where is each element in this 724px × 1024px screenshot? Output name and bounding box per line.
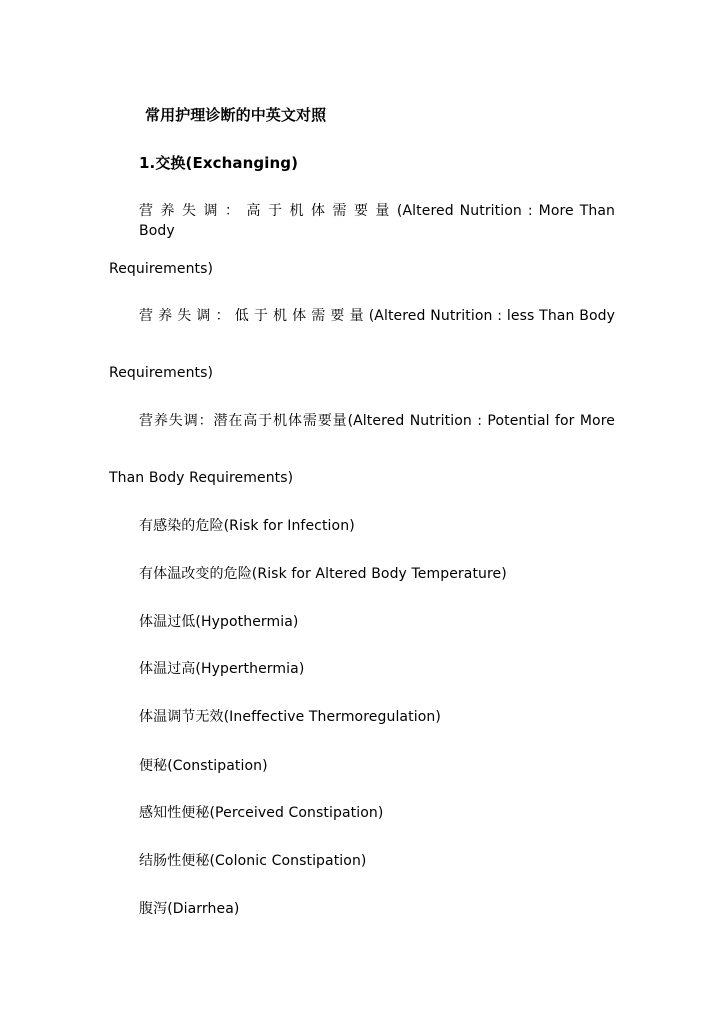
entry-text: 营养失调：潜在高于机体需要量(Altered Nutrition : Potential for More bbox=[139, 413, 615, 429]
entry-text: 营 养 失 调 ： 高 于 机 体 需 要 量 (Altered Nutrition : More Than Body bbox=[139, 203, 615, 239]
section-heading: 1.交换(Exchanging) bbox=[139, 154, 299, 172]
entry-text: 体温调节无效(Ineffective Thermoregulation) bbox=[139, 709, 441, 725]
entry-text: 体温过高(Hyperthermia) bbox=[139, 661, 305, 677]
entry-text: 有体温改变的危险(Risk for Altered Body Temperature) bbox=[139, 566, 507, 582]
entry-text: 营 养 失 调 ： 低 于 机 体 需 要 量 (Altered Nutrition : less Than Body bbox=[139, 308, 615, 324]
entry-text: 结肠性便秘(Colonic Constipation) bbox=[139, 853, 367, 869]
entry-text: 腹泻(Diarrhea) bbox=[139, 901, 240, 917]
entry-text-continuation: Requirements) bbox=[109, 261, 214, 277]
entry-text-continuation: Than Body Requirements) bbox=[109, 470, 294, 486]
entry-text: 有感染的危险(Risk for Infection) bbox=[139, 518, 355, 534]
entry-text: 体温过低(Hypothermia) bbox=[139, 614, 299, 630]
entry-text: 感知性便秘(Perceived Constipation) bbox=[139, 805, 384, 821]
entry-text: 便秘(Constipation) bbox=[139, 758, 268, 774]
document-title: 常用护理诊断的中英文对照 bbox=[145, 106, 327, 124]
entry-text-continuation: Requirements) bbox=[109, 365, 214, 381]
